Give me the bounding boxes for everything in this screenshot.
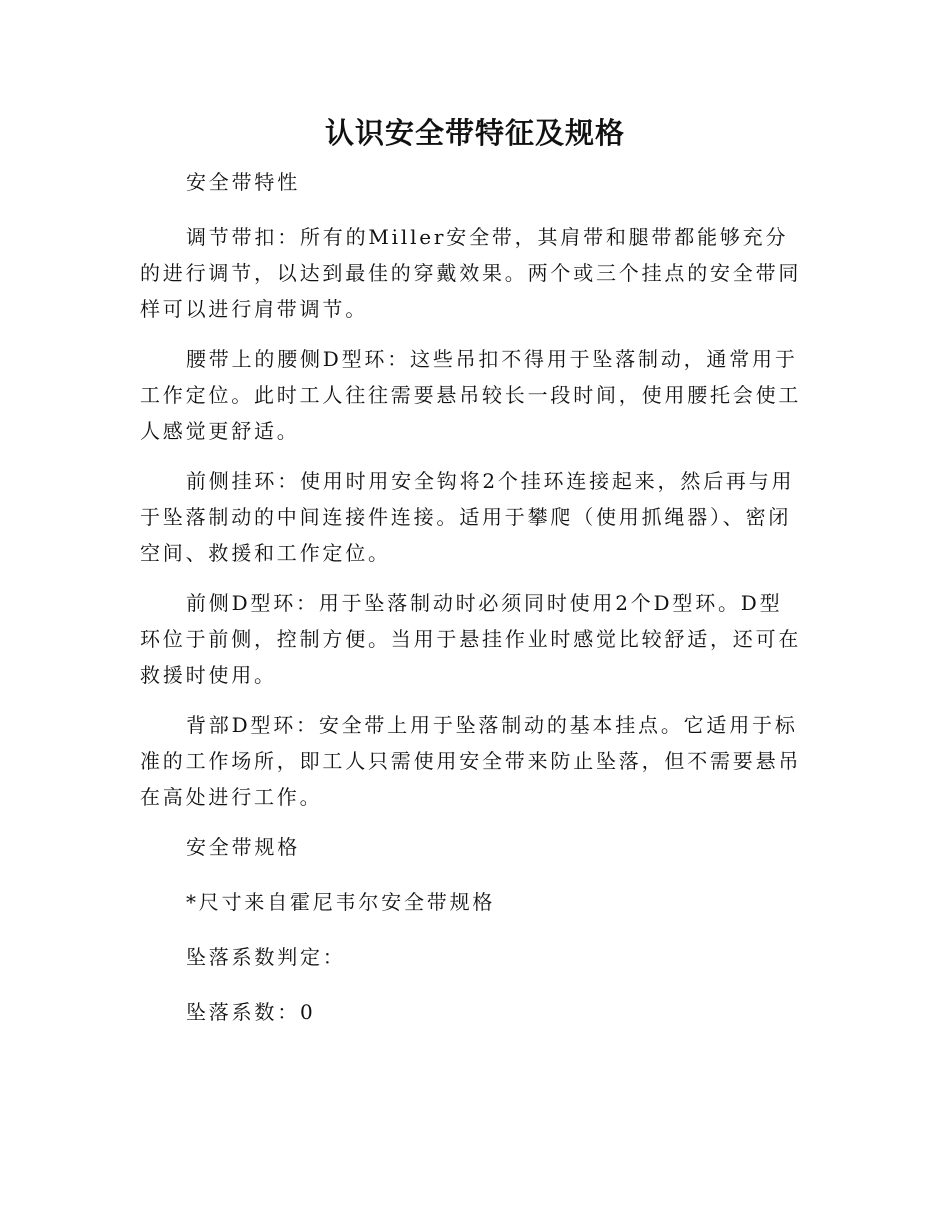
paragraph-waist-d-ring: 腰带上的腰侧D型环：这些吊扣不得用于坠落制动，通常用于工作定位。此时工人往往需要悬吊较长一段时间，使用腰托会使工人感觉更舒适。 — [140, 347, 802, 443]
note-size-source: *尺寸来自霍尼韦尔安全带规格 — [186, 890, 496, 914]
paragraph-front-loop: 前侧挂环：使用时用安全钩将2个挂环连接起来，然后再与用于坠落制动的中间连接件连接。适用于攀爬（使用抓绳器）、密闭空间、救援和工作定位。 — [140, 469, 795, 565]
paragraph-front-d-ring: 前侧D型环：用于坠落制动时必须同时使用2个D型环。D型环位于前侧，控制方便。当用于悬挂作业时感觉比较舒适，还可在救援时使用。 — [140, 591, 802, 687]
fall-factor-value: 坠落系数：0 — [186, 1000, 316, 1024]
section-heading-specifications: 安全带规格 — [186, 835, 300, 859]
paragraph-back-d-ring: 背部D型环：安全带上用于坠落制动的基本挂点。它适用于标准的工作场所，即工人只需使用安全带来防止坠落，但不需要悬吊在高处进行工作。 — [140, 713, 802, 809]
section-heading-characteristics: 安全带特性 — [186, 170, 300, 194]
document-body — [140, 164, 804, 1049]
paragraph-adjustment-buckle: 调节带扣：所有的Miller安全带，其肩带和腿带都能够充分的进行调节，以达到最佳的穿戴效果。两个或三个挂点的安全带同样可以进行肩带调节。 — [140, 225, 802, 321]
document-title: 认识安全带特征及规格 — [324, 116, 625, 150]
fall-factor-determination: 坠落系数判定： — [186, 945, 346, 969]
